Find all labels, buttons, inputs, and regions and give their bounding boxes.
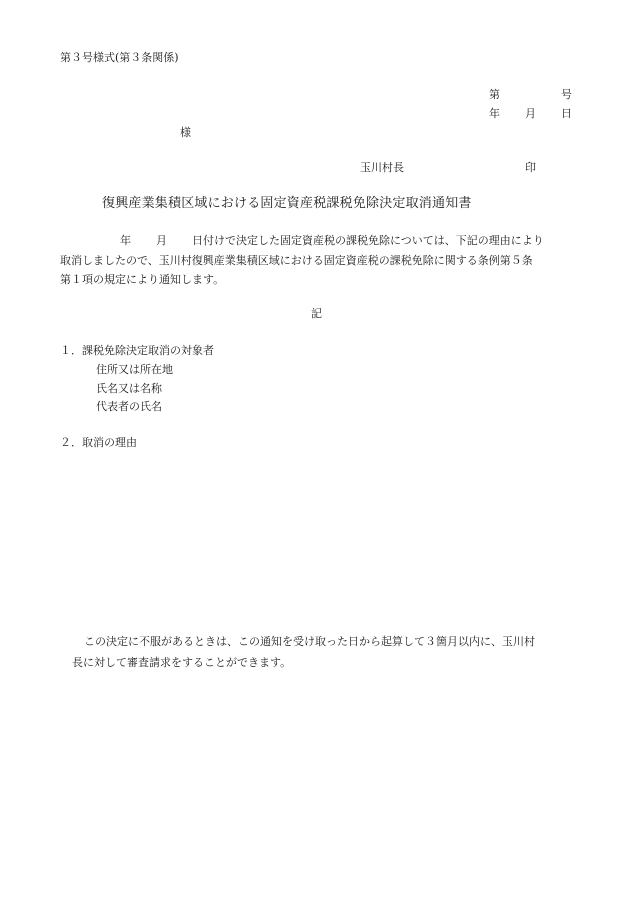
doc-number-suffix: 号 (561, 88, 572, 101)
doc-number-prefix: 第 (489, 88, 500, 101)
date-month-label: 月 (525, 107, 536, 120)
appeal-notice-line-2: 長に対して審査請求をすることができます。 (72, 656, 292, 669)
ki-heading: 記 (311, 307, 322, 320)
date-day-label: 日 (561, 107, 572, 120)
document-title: 復興産業集積区域における固定資産税課税免除決定取消通知書 (102, 196, 472, 211)
date-year-label: 年 (489, 107, 500, 120)
item-1-representative: 代表者の氏名 (96, 400, 162, 413)
body-line-2: 取消しましたので、玉川村復興産業集積区域における固定資産税の課税免除に関する条例第５条 (60, 254, 533, 267)
appeal-notice-line-1: この決定に不服があるときは、この通知を受け取った日から起算して３箇月以内に、玉川村 (84, 635, 535, 648)
body-year-label: 年 (120, 234, 131, 247)
body-line-1: 日付けで決定した固定資産税の課税免除については、下記の理由により (192, 234, 544, 247)
item-1-address: 住所又は所在地 (96, 363, 173, 376)
item-2-heading: ２．取消の理由 (60, 436, 137, 449)
form-number: 第３号様式(第３条関係) (60, 51, 179, 64)
item-1-heading: １．課税免除決定取消の対象者 (60, 344, 214, 357)
seal-mark: 印 (525, 161, 536, 174)
body-line-3: 第１項の規定により通知します。 (60, 273, 225, 286)
body-month-label: 月 (156, 234, 167, 247)
sender-name: 玉川村長 (360, 161, 404, 174)
item-1-name: 氏名又は名称 (96, 382, 162, 395)
addressee-honorific: 様 (180, 126, 191, 139)
